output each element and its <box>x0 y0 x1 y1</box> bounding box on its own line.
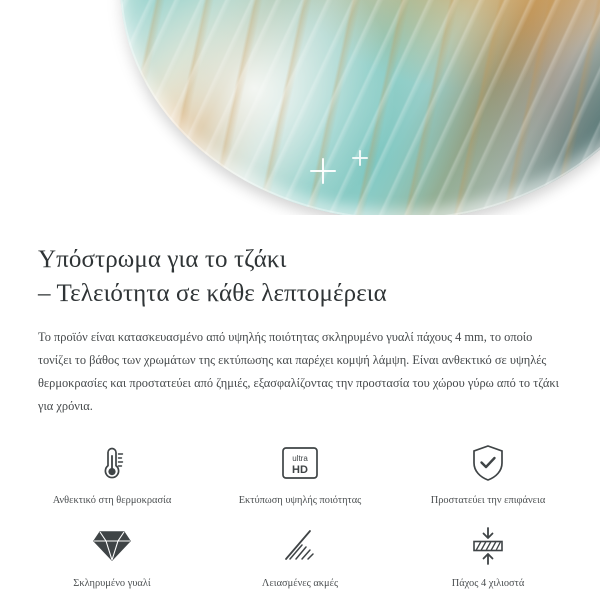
feature-item <box>25 523 200 591</box>
feature-grid <box>0 440 600 591</box>
feature-label: Ανθεκτικό στη θερμοκρασία <box>52 494 172 506</box>
feature-label: Λειασμένες ακμές <box>261 578 339 590</box>
headline-line-2: – Τελειότητα σε κάθε λεπτομέρεια <box>38 279 387 307</box>
feature-label: Εκτύπωση υψηλής ποιότητας <box>238 494 362 506</box>
description-paragraph: Το προϊόν είναι κατασκευασμένο από υψηλής ποιότητας σκληρυμένο γυαλί πάχους 4 mm, το οποίο τονίζει το βάθος των χρωμάτων της εκτύπωσης και παρέχει κομψή λάμψη. Είναι ανθεκτικό σε υψηλές θερμοκρασίες και προστατεύει από ζημιές, εξασφαλίζοντας την προστασία του χώρου γύρω από το τζάκι για χρόνια. <box>38 330 559 413</box>
feature-label: Πάχος 4 χιλιοστά <box>451 578 525 590</box>
polished-edges-icon <box>213 523 388 569</box>
thickness-arrows-icon <box>401 523 576 569</box>
feature-label: Προστατεύει την επιφάνεια <box>430 494 546 506</box>
feature-item <box>25 440 200 508</box>
page-title <box>38 243 562 310</box>
hero-image <box>0 0 600 215</box>
shield-check-icon <box>401 440 576 486</box>
feature-item <box>401 440 576 508</box>
hero-fade-overlay <box>0 0 150 215</box>
feature-item <box>401 523 576 591</box>
svg-text:HD: HD <box>292 463 308 476</box>
svg-text:ultra: ultra <box>292 453 308 463</box>
ultra-hd-icon <box>213 440 388 486</box>
feature-label: Σκληρυμένο γυαλί <box>73 578 151 590</box>
feature-item <box>213 523 388 591</box>
headline-line-1: Υπόστρωμα για το τζάκι <box>38 246 287 273</box>
diamond-icon <box>25 523 200 569</box>
feature-item <box>213 440 388 508</box>
thermometer-icon <box>25 440 200 486</box>
marble-glass-disc <box>120 0 600 215</box>
content-section <box>0 215 600 418</box>
